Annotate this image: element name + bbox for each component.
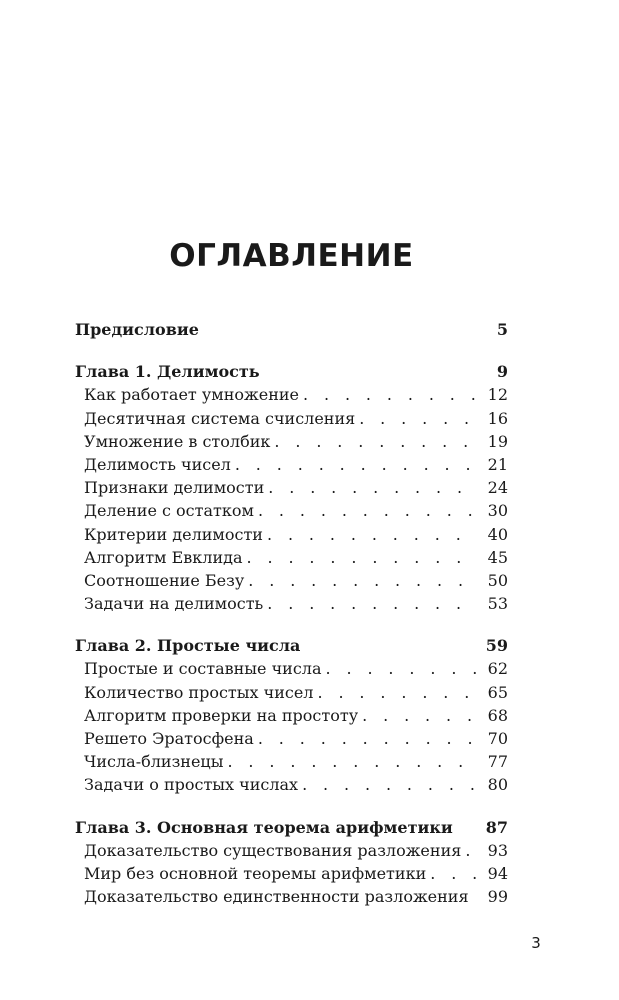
toc-entry-title: Задачи на делимость (84, 594, 264, 614)
toc-entry-title: Доказательство существования разложения (84, 840, 462, 860)
toc-entry-title: Алгоритм Евклида (84, 547, 243, 567)
toc-section-entry[interactable] (75, 476, 508, 499)
toc-entry-page: 24 (487, 478, 508, 498)
toc-section-entry[interactable] (75, 657, 508, 680)
toc-entry-title: Предисловие (75, 320, 199, 339)
toc-chapter-entry[interactable] (75, 360, 508, 383)
toc-entry-page: 50 (487, 570, 508, 590)
toc-entry-title: Мир без основной теоремы арифметики (84, 863, 427, 883)
toc-section-entry[interactable] (75, 407, 508, 430)
page-number: 3 (531, 934, 541, 952)
toc-entry-page: 9 (496, 362, 508, 382)
toc-entry-title: Числа-близнецы (84, 752, 224, 772)
toc-entry-title: Глава 1. Делимость (75, 362, 260, 382)
toc-entry-page: 59 (485, 636, 508, 656)
toc-entry-title: Как работает умножение (84, 385, 299, 405)
toc-entry-page: 40 (487, 524, 508, 544)
section-gap (75, 341, 508, 360)
toc-entry-title: Соотношение Безу (84, 570, 245, 590)
toc-entry-page: 65 (487, 682, 508, 702)
toc-entry-title: Деление с остатком (84, 501, 254, 521)
dot-leader (267, 592, 478, 615)
toc-section-entry[interactable] (75, 546, 508, 569)
toc-section-entry[interactable] (75, 750, 508, 773)
toc-entry-page: 12 (487, 385, 508, 405)
dot-leader (258, 727, 478, 750)
toc-section-entry[interactable] (75, 773, 508, 796)
page-title: ОГЛАВЛЕНИЕ (169, 238, 414, 274)
dot-leader (302, 773, 478, 796)
toc-entry-title: Глава 2. Простые числа (75, 636, 301, 656)
toc-entry-page: 30 (487, 501, 508, 521)
toc-section-entry[interactable] (75, 862, 508, 885)
toc-entry-title: Критерии делимости (84, 524, 263, 544)
toc-section-entry[interactable] (75, 727, 508, 750)
section-gap (75, 615, 508, 634)
toc-section-entry[interactable] (75, 453, 508, 476)
toc-entry-title: Решето Эратосфена (84, 729, 254, 748)
dot-leader (227, 750, 478, 773)
dot-leader (267, 523, 478, 546)
toc-section-entry[interactable] (75, 523, 508, 546)
toc-entry-page: 21 (487, 454, 508, 474)
toc-entry-title: Простые и составные числа (84, 659, 322, 679)
toc-entry-page: 77 (487, 752, 508, 772)
toc-section-entry[interactable] (75, 499, 508, 522)
dot-leader (430, 862, 478, 885)
dot-leader (247, 546, 479, 569)
toc-entry-page: 5 (496, 320, 508, 339)
toc-section-entry[interactable] (75, 569, 508, 592)
toc-section-entry[interactable] (75, 839, 508, 862)
dot-leader (359, 407, 478, 430)
toc-entry-page: 93 (487, 840, 508, 860)
dot-leader (317, 681, 478, 704)
toc-entry-page: 45 (487, 547, 508, 567)
dot-leader (235, 453, 478, 476)
toc-entry-page: 53 (487, 594, 508, 614)
toc-entry-page: 80 (487, 775, 508, 795)
toc-entry-title: Доказательство единственности разложения (84, 887, 469, 907)
toc-section-entry[interactable] (75, 681, 508, 704)
toc-entry-page: 70 (487, 729, 508, 748)
toc-entry-title: Десятичная система счисления (84, 408, 356, 428)
toc-chapter-entry[interactable] (75, 318, 508, 341)
table-of-contents (75, 318, 508, 908)
toc-section-entry[interactable] (75, 704, 508, 727)
toc-entry-title: Задачи о простых числах (84, 775, 299, 795)
toc-entry-title: Количество простых чисел (84, 682, 314, 702)
toc-entry-page: 68 (487, 705, 508, 725)
toc-entry-page: 99 (487, 887, 508, 907)
dot-leader (258, 499, 478, 522)
dot-leader (248, 569, 478, 592)
dot-leader (303, 383, 478, 406)
toc-section-entry[interactable] (75, 430, 508, 453)
toc-section-entry[interactable] (75, 383, 508, 406)
dot-leader (362, 704, 478, 727)
toc-entry-title: Умножение в столбик (84, 431, 271, 451)
toc-entry-page: 16 (487, 408, 508, 428)
toc-section-entry[interactable] (75, 592, 508, 615)
dot-leader (465, 839, 478, 862)
toc-section-entry[interactable] (75, 885, 508, 908)
dot-leader (326, 657, 479, 680)
dot-leader (274, 430, 478, 453)
toc-entry-page: 87 (485, 817, 508, 837)
toc-entry-page: 62 (487, 659, 508, 679)
toc-entry-title: Алгоритм проверки на простоту (84, 705, 359, 725)
toc-chapter-entry[interactable] (75, 816, 508, 839)
toc-entry-page: 94 (487, 863, 508, 883)
toc-entry-title: Делимость чисел (84, 454, 231, 474)
dot-leader (268, 476, 478, 499)
toc-entry-title: Глава 3. Основная теорема арифметики (75, 817, 453, 837)
section-gap (75, 797, 508, 816)
toc-entry-page: 19 (487, 431, 508, 451)
toc-entry-title: Признаки делимости (84, 478, 265, 498)
toc-chapter-entry[interactable] (75, 634, 508, 657)
